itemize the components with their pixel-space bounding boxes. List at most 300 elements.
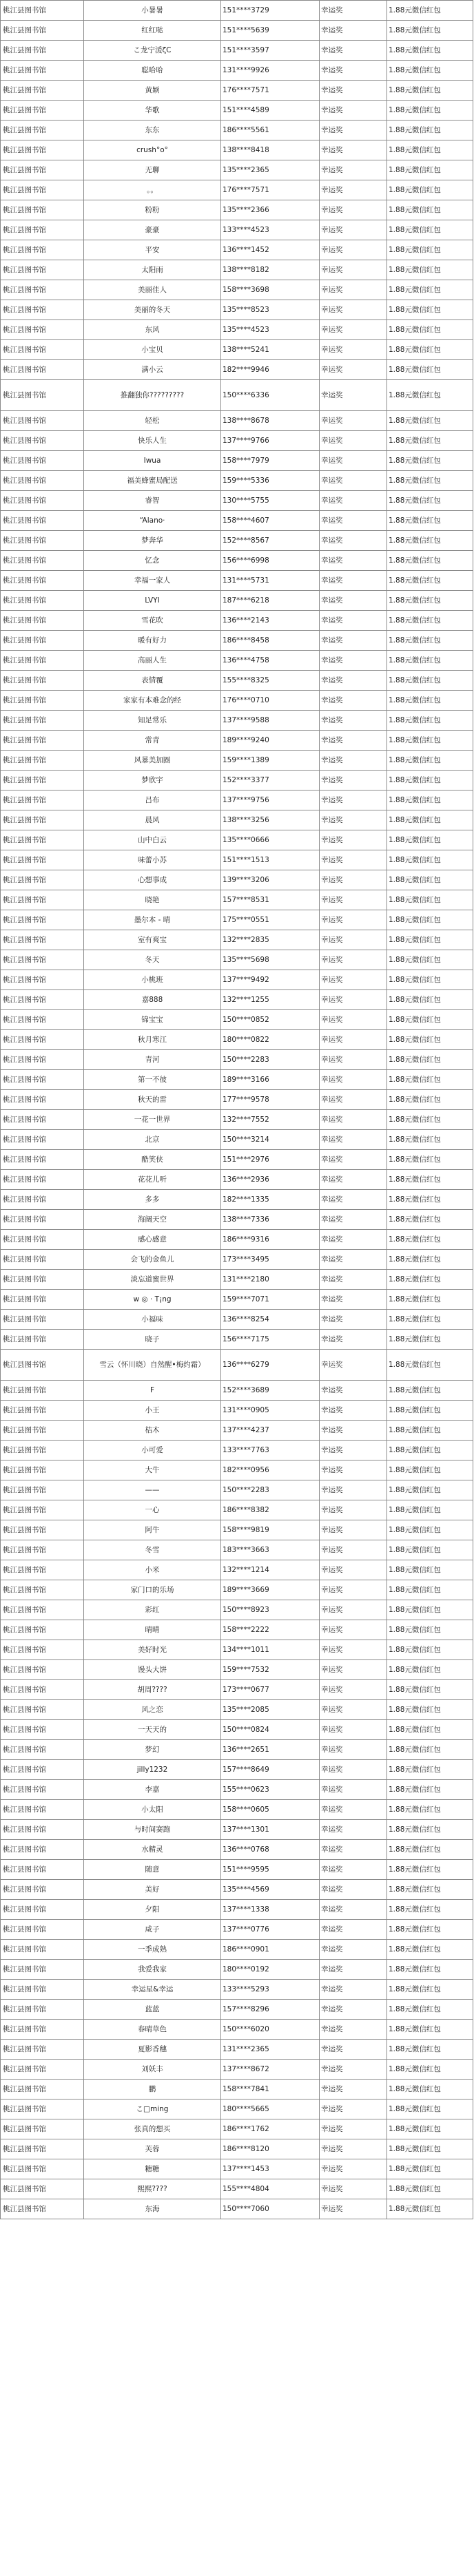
reward-cell: 1.88元微信红包 xyxy=(387,1660,473,1680)
reward-cell: 1.88元微信红包 xyxy=(387,691,473,711)
prize-cell: 幸运奖 xyxy=(320,1310,387,1330)
reward-cell: 1.88元微信红包 xyxy=(387,1760,473,1780)
library-cell: 桃江县图书馆 xyxy=(1,990,84,1010)
phone-cell: 182****0956 xyxy=(221,1460,320,1480)
library-cell: 桃江县图书馆 xyxy=(1,1860,84,1880)
name-cell: 。。 xyxy=(84,180,221,200)
name-cell: 表情覆 xyxy=(84,671,221,691)
reward-cell: 1.88元微信红包 xyxy=(387,631,473,651)
prize-cell: 幸运奖 xyxy=(320,320,387,340)
phone-cell: 132****7552 xyxy=(221,1110,320,1130)
phone-cell: 138****3256 xyxy=(221,810,320,830)
prize-cell: 幸运奖 xyxy=(320,1421,387,1441)
prize-cell: 幸运奖 xyxy=(320,1,387,21)
prize-cell: 幸运奖 xyxy=(320,1840,387,1860)
prize-cell: 幸运奖 xyxy=(320,950,387,970)
name-cell: 北京 xyxy=(84,1130,221,1150)
reward-cell: 1.88元微信红包 xyxy=(387,1960,473,1980)
library-cell: 桃江县图书馆 xyxy=(1,2119,84,2139)
phone-cell: 158****3698 xyxy=(221,280,320,300)
phone-cell: 133****5293 xyxy=(221,1980,320,2000)
name-cell: 东东 xyxy=(84,121,221,140)
phone-cell: 180****0192 xyxy=(221,1960,320,1980)
library-cell: 桃江县图书馆 xyxy=(1,140,84,160)
phone-cell: 131****9926 xyxy=(221,61,320,81)
phone-cell: 136****8254 xyxy=(221,1310,320,1330)
table-row xyxy=(1,511,473,531)
library-cell: 桃江县图书馆 xyxy=(1,360,84,380)
name-cell: 冬雪 xyxy=(84,1540,221,1560)
name-cell: 一天天的 xyxy=(84,1720,221,1740)
name-cell: 东风 xyxy=(84,320,221,340)
table-row xyxy=(1,491,473,511)
table-row xyxy=(1,1740,473,1760)
phone-cell: 132****1214 xyxy=(221,1560,320,1580)
phone-cell: 158****9819 xyxy=(221,1520,320,1540)
library-cell: 桃江县图书馆 xyxy=(1,61,84,81)
table-row xyxy=(1,970,473,990)
library-cell: 桃江县图书馆 xyxy=(1,2080,84,2099)
prize-cell: 幸运奖 xyxy=(320,1030,387,1050)
reward-cell: 1.88元微信红包 xyxy=(387,731,473,751)
reward-cell: 1.88元微信红包 xyxy=(387,101,473,121)
prize-cell: 幸运奖 xyxy=(320,300,387,320)
table-row xyxy=(1,101,473,121)
name-cell: 推翻独你????????? xyxy=(84,380,221,411)
phone-cell: 186****0901 xyxy=(221,1940,320,1960)
phone-cell: 138****7336 xyxy=(221,1210,320,1230)
library-cell: 桃江县图书馆 xyxy=(1,1070,84,1090)
table-row xyxy=(1,691,473,711)
table-row xyxy=(1,61,473,81)
name-cell: 无聊 xyxy=(84,160,221,180)
reward-cell: 1.88元微信红包 xyxy=(387,910,473,930)
name-cell: 高丽人生 xyxy=(84,651,221,671)
reward-cell: 1.88元微信红包 xyxy=(387,551,473,571)
library-cell: 桃江县图书馆 xyxy=(1,491,84,511)
library-cell: 桃江县图书馆 xyxy=(1,1800,84,1820)
name-cell: 秋天的雷 xyxy=(84,1090,221,1110)
reward-cell: 1.88元微信红包 xyxy=(387,200,473,220)
phone-cell: 180****5665 xyxy=(221,2099,320,2119)
reward-cell: 1.88元微信红包 xyxy=(387,1190,473,1210)
phone-cell: 133****7763 xyxy=(221,1441,320,1460)
table-row xyxy=(1,260,473,280)
reward-cell: 1.88元微信红包 xyxy=(387,2159,473,2179)
reward-cell: 1.88元微信红包 xyxy=(387,1030,473,1050)
reward-cell: 1.88元微信红包 xyxy=(387,870,473,890)
prize-cell: 幸运奖 xyxy=(320,1620,387,1640)
table-row xyxy=(1,1780,473,1800)
library-cell: 桃江县图书馆 xyxy=(1,2020,84,2040)
reward-cell: 1.88元微信红包 xyxy=(387,21,473,41)
table-row xyxy=(1,1620,473,1640)
name-cell: 一花一世界 xyxy=(84,1110,221,1130)
phone-cell: 189****3669 xyxy=(221,1580,320,1600)
phone-cell: 157****8531 xyxy=(221,890,320,910)
library-cell: 桃江县图书馆 xyxy=(1,1980,84,2000)
name-cell: 花花儿听 xyxy=(84,1170,221,1190)
table-row xyxy=(1,890,473,910)
phone-cell: 176****7571 xyxy=(221,81,320,101)
prize-cell: 幸运奖 xyxy=(320,1441,387,1460)
reward-cell: 1.88元微信红包 xyxy=(387,1,473,21)
name-cell: 红红哒 xyxy=(84,21,221,41)
name-cell: 山中白云 xyxy=(84,830,221,850)
phone-cell: 137****1453 xyxy=(221,2159,320,2179)
prize-cell: 幸运奖 xyxy=(320,2020,387,2040)
name-cell: 幸福一家人 xyxy=(84,571,221,591)
prize-cell: 幸运奖 xyxy=(320,631,387,651)
library-cell: 桃江县图书馆 xyxy=(1,830,84,850)
library-cell: 桃江县图书馆 xyxy=(1,1680,84,1700)
table-row xyxy=(1,1210,473,1230)
phone-cell: 176****7571 xyxy=(221,180,320,200)
table-row xyxy=(1,1560,473,1580)
name-cell: “Alano· xyxy=(84,511,221,531)
reward-cell: 1.88元微信红包 xyxy=(387,41,473,61)
reward-cell: 1.88元微信红包 xyxy=(387,1350,473,1381)
name-cell: 满小云 xyxy=(84,360,221,380)
reward-cell: 1.88元微信红包 xyxy=(387,1401,473,1421)
prize-cell: 幸运奖 xyxy=(320,1600,387,1620)
prize-cell: 幸运奖 xyxy=(320,380,387,411)
reward-cell: 1.88元微信红包 xyxy=(387,1010,473,1030)
library-cell: 桃江县图书馆 xyxy=(1,1350,84,1381)
table-row xyxy=(1,2179,473,2199)
table-row xyxy=(1,431,473,451)
library-cell: 桃江县图书馆 xyxy=(1,551,84,571)
table-row xyxy=(1,1540,473,1560)
table-row xyxy=(1,300,473,320)
phone-cell: 136****1452 xyxy=(221,240,320,260)
reward-cell: 1.88元微信红包 xyxy=(387,1800,473,1820)
phone-cell: 132****2835 xyxy=(221,930,320,950)
phone-cell: 151****5639 xyxy=(221,21,320,41)
table-row xyxy=(1,1720,473,1740)
library-cell: 桃江县图书馆 xyxy=(1,1190,84,1210)
prize-cell: 幸运奖 xyxy=(320,1500,387,1520)
reward-cell: 1.88元微信红包 xyxy=(387,810,473,830)
phone-cell: 186****1762 xyxy=(221,2119,320,2139)
prize-cell: 幸运奖 xyxy=(320,1640,387,1660)
name-cell: 家门口的乐场 xyxy=(84,1580,221,1600)
library-cell: 桃江县图书馆 xyxy=(1,1150,84,1170)
prize-cell: 幸运奖 xyxy=(320,1170,387,1190)
library-cell: 桃江县图书馆 xyxy=(1,631,84,651)
library-cell: 桃江县图书馆 xyxy=(1,2199,84,2219)
library-cell: 桃江县图书馆 xyxy=(1,1520,84,1540)
prize-cell: 幸运奖 xyxy=(320,771,387,790)
library-cell: 桃江县图书馆 xyxy=(1,1310,84,1330)
name-cell: 嘉888 xyxy=(84,990,221,1010)
phone-cell: 158****7841 xyxy=(221,2080,320,2099)
prize-cell: 幸运奖 xyxy=(320,1230,387,1250)
library-cell: 桃江县图书馆 xyxy=(1,1090,84,1110)
phone-cell: 151****9595 xyxy=(221,1860,320,1880)
name-cell: 我爱我家 xyxy=(84,1960,221,1980)
phone-cell: 159****5336 xyxy=(221,471,320,491)
phone-cell: 156****7175 xyxy=(221,1330,320,1350)
library-cell: 桃江县图书馆 xyxy=(1,2159,84,2179)
prize-cell: 幸运奖 xyxy=(320,471,387,491)
name-cell: 彩红 xyxy=(84,1600,221,1620)
phone-cell: 186****8382 xyxy=(221,1500,320,1520)
table-row xyxy=(1,1010,473,1030)
reward-cell: 1.88元微信红包 xyxy=(387,300,473,320)
table-row xyxy=(1,2000,473,2020)
phone-cell: 138****8418 xyxy=(221,140,320,160)
prize-cell: 幸运奖 xyxy=(320,1580,387,1600)
table-row xyxy=(1,1960,473,1980)
phone-cell: 183****3663 xyxy=(221,1540,320,1560)
prize-cell: 幸运奖 xyxy=(320,611,387,631)
reward-cell: 1.88元微信红包 xyxy=(387,1460,473,1480)
table-row xyxy=(1,471,473,491)
prize-cell: 幸运奖 xyxy=(320,280,387,300)
reward-cell: 1.88元微信红包 xyxy=(387,1210,473,1230)
reward-cell: 1.88元微信红包 xyxy=(387,1620,473,1640)
phone-cell: 131****0905 xyxy=(221,1401,320,1421)
reward-cell: 1.88元微信红包 xyxy=(387,771,473,790)
reward-cell: 1.88元微信红包 xyxy=(387,1381,473,1401)
reward-cell: 1.88元微信红包 xyxy=(387,2000,473,2020)
library-cell: 桃江县图书馆 xyxy=(1,1620,84,1640)
reward-cell: 1.88元微信红包 xyxy=(387,790,473,810)
name-cell: 常青 xyxy=(84,731,221,751)
reward-cell: 1.88元微信红包 xyxy=(387,1560,473,1580)
prize-cell: 幸运奖 xyxy=(320,2000,387,2020)
prize-cell: 幸运奖 xyxy=(320,140,387,160)
phone-cell: 158****7979 xyxy=(221,451,320,471)
name-cell: 风暴美加圈 xyxy=(84,751,221,771)
library-cell: 桃江县图书馆 xyxy=(1,1880,84,1900)
name-cell: 咸子 xyxy=(84,1920,221,1940)
library-cell: 桃江县图书馆 xyxy=(1,1250,84,1270)
reward-cell: 1.88元微信红包 xyxy=(387,1680,473,1700)
table-row xyxy=(1,751,473,771)
library-cell: 桃江县图书馆 xyxy=(1,1401,84,1421)
phone-cell: 136****2651 xyxy=(221,1740,320,1760)
table-row xyxy=(1,2119,473,2139)
table-row xyxy=(1,1500,473,1520)
table-row xyxy=(1,1800,473,1820)
name-cell: 酷笑侠 xyxy=(84,1150,221,1170)
name-cell: 糖糖 xyxy=(84,2159,221,2179)
reward-cell: 1.88元微信红包 xyxy=(387,2060,473,2080)
reward-cell: 1.88元微信红包 xyxy=(387,491,473,511)
reward-cell: 1.88元微信红包 xyxy=(387,1250,473,1270)
prize-cell: 幸运奖 xyxy=(320,930,387,950)
library-cell: 桃江县图书馆 xyxy=(1,1170,84,1190)
table-row xyxy=(1,411,473,431)
library-cell: 桃江县图书馆 xyxy=(1,1500,84,1520)
library-cell: 桃江县图书馆 xyxy=(1,970,84,990)
library-cell: 桃江县图书馆 xyxy=(1,180,84,200)
reward-cell: 1.88元微信红包 xyxy=(387,1170,473,1190)
reward-cell: 1.88元微信红包 xyxy=(387,850,473,870)
name-cell: 暖有好力 xyxy=(84,631,221,651)
reward-cell: 1.88元微信红包 xyxy=(387,411,473,431)
prize-cell: 幸运奖 xyxy=(320,970,387,990)
table-row xyxy=(1,160,473,180)
phone-cell: 151****1513 xyxy=(221,850,320,870)
name-cell: 多多 xyxy=(84,1190,221,1210)
name-cell: 美丽佳人 xyxy=(84,280,221,300)
table-row xyxy=(1,2199,473,2219)
phone-cell: 157****8296 xyxy=(221,2000,320,2020)
reward-cell: 1.88元微信红包 xyxy=(387,81,473,101)
library-cell: 桃江县图书馆 xyxy=(1,1640,84,1660)
phone-cell: 135****2366 xyxy=(221,200,320,220)
phone-cell: 156****6998 xyxy=(221,551,320,571)
name-cell: 小可爱 xyxy=(84,1441,221,1460)
table-row xyxy=(1,1820,473,1840)
prize-cell: 幸运奖 xyxy=(320,850,387,870)
phone-cell: 186****5561 xyxy=(221,121,320,140)
phone-cell: 173****0677 xyxy=(221,1680,320,1700)
prize-cell: 幸运奖 xyxy=(320,1700,387,1720)
name-cell: 锦宝宝 xyxy=(84,1010,221,1030)
table-row xyxy=(1,21,473,41)
table-row xyxy=(1,380,473,411)
prize-cell: 幸运奖 xyxy=(320,2159,387,2179)
prize-cell: 幸运奖 xyxy=(320,2199,387,2219)
library-cell: 桃江县图书馆 xyxy=(1,1780,84,1800)
name-cell: 一心 xyxy=(84,1500,221,1520)
reward-cell: 1.88元微信红包 xyxy=(387,511,473,531)
reward-cell: 1.88元微信红包 xyxy=(387,360,473,380)
name-cell: 梦奔华 xyxy=(84,531,221,551)
library-cell: 桃江县图书馆 xyxy=(1,260,84,280)
table-row xyxy=(1,631,473,651)
prize-cell: 幸运奖 xyxy=(320,101,387,121)
prize-cell: 幸运奖 xyxy=(320,2179,387,2199)
reward-cell: 1.88元微信红包 xyxy=(387,930,473,950)
name-cell: 小王 xyxy=(84,1401,221,1421)
prize-cell: 幸运奖 xyxy=(320,1680,387,1700)
phone-cell: 150****0852 xyxy=(221,1010,320,1030)
phone-cell: 137****9492 xyxy=(221,970,320,990)
library-cell: 桃江县图书馆 xyxy=(1,1230,84,1250)
table-row xyxy=(1,2139,473,2159)
table-row xyxy=(1,1,473,21)
prize-cell: 幸运奖 xyxy=(320,2080,387,2099)
phone-cell: 139****3206 xyxy=(221,870,320,890)
table-row xyxy=(1,1940,473,1960)
library-cell: 桃江县图书馆 xyxy=(1,2000,84,2020)
table-row xyxy=(1,1381,473,1401)
phone-cell: 135****8523 xyxy=(221,300,320,320)
table-row xyxy=(1,2159,473,2179)
name-cell: 味蕾小苏 xyxy=(84,850,221,870)
prize-cell: 幸运奖 xyxy=(320,61,387,81)
library-cell: 桃江县图书馆 xyxy=(1,1210,84,1230)
reward-cell: 1.88元微信红包 xyxy=(387,1600,473,1620)
phone-cell: 130****5755 xyxy=(221,491,320,511)
reward-cell: 1.88元微信红包 xyxy=(387,2139,473,2159)
phone-cell: 131****2365 xyxy=(221,2040,320,2060)
library-cell: 桃江县图书馆 xyxy=(1,1700,84,1720)
library-cell: 桃江县图书馆 xyxy=(1,340,84,360)
library-cell: 桃江县图书馆 xyxy=(1,471,84,491)
name-cell: 粉粉 xyxy=(84,200,221,220)
table-row xyxy=(1,1600,473,1620)
table-row xyxy=(1,2080,473,2099)
reward-cell: 1.88元微信红包 xyxy=(387,1900,473,1920)
prize-cell: 幸运奖 xyxy=(320,1190,387,1210)
reward-cell: 1.88元微信红包 xyxy=(387,1880,473,1900)
prize-cell: 幸运奖 xyxy=(320,1070,387,1090)
reward-cell: 1.88元微信红包 xyxy=(387,711,473,731)
name-cell: 感心感意 xyxy=(84,1230,221,1250)
reward-cell: 1.88元微信红包 xyxy=(387,1540,473,1560)
prize-cell: 幸运奖 xyxy=(320,1010,387,1030)
phone-cell: 182****1335 xyxy=(221,1190,320,1210)
prize-cell: 幸运奖 xyxy=(320,1800,387,1820)
table-row xyxy=(1,1880,473,1900)
table-row xyxy=(1,1070,473,1090)
reward-cell: 1.88元微信红包 xyxy=(387,1980,473,2000)
name-cell: 梦幻 xyxy=(84,1740,221,1760)
phone-cell: 158****0605 xyxy=(221,1800,320,1820)
reward-cell: 1.88元微信红包 xyxy=(387,1700,473,1720)
library-cell: 桃江县图书馆 xyxy=(1,411,84,431)
name-cell: 幸运星&幸运 xyxy=(84,1980,221,2000)
reward-cell: 1.88元微信红包 xyxy=(387,1740,473,1760)
table-row xyxy=(1,1760,473,1780)
reward-cell: 1.88元微信红包 xyxy=(387,890,473,910)
prize-cell: 幸运奖 xyxy=(320,1880,387,1900)
name-cell: 家家有本难念的经 xyxy=(84,691,221,711)
reward-cell: 1.88元微信红包 xyxy=(387,1640,473,1660)
library-cell: 桃江县图书馆 xyxy=(1,731,84,751)
library-cell: 桃江县图书馆 xyxy=(1,121,84,140)
prize-cell: 幸运奖 xyxy=(320,1980,387,2000)
prize-cell: 幸运奖 xyxy=(320,1760,387,1780)
library-cell: 桃江县图书馆 xyxy=(1,1480,84,1500)
name-cell: 忆念 xyxy=(84,551,221,571)
prize-cell: 幸运奖 xyxy=(320,1540,387,1560)
table-row xyxy=(1,2040,473,2060)
prize-cell: 幸运奖 xyxy=(320,1050,387,1070)
phone-cell: 186****8120 xyxy=(221,2139,320,2159)
name-cell: LVYI xyxy=(84,591,221,611)
table-row xyxy=(1,1250,473,1270)
name-cell: 美好时光 xyxy=(84,1640,221,1660)
prize-cell: 幸运奖 xyxy=(320,1460,387,1480)
phone-cell: 137****8672 xyxy=(221,2060,320,2080)
table-row xyxy=(1,870,473,890)
phone-cell: 137****1338 xyxy=(221,1900,320,1920)
reward-cell: 1.88元微信红包 xyxy=(387,830,473,850)
phone-cell: 175****0551 xyxy=(221,910,320,930)
name-cell: 秋月寒江 xyxy=(84,1030,221,1050)
phone-cell: 137****1301 xyxy=(221,1820,320,1840)
table-row xyxy=(1,140,473,160)
name-cell: 胡周???? xyxy=(84,1680,221,1700)
phone-cell: 137****0776 xyxy=(221,1920,320,1940)
prize-cell: 幸运奖 xyxy=(320,830,387,850)
name-cell: jilly1232 xyxy=(84,1760,221,1780)
library-cell: 桃江县图书馆 xyxy=(1,531,84,551)
reward-cell: 1.88元微信红包 xyxy=(387,1720,473,1740)
reward-cell: 1.88元微信红包 xyxy=(387,1150,473,1170)
name-cell: 夕阳 xyxy=(84,1900,221,1920)
library-cell: 桃江县图书馆 xyxy=(1,810,84,830)
table-row xyxy=(1,1700,473,1720)
table-row xyxy=(1,320,473,340)
